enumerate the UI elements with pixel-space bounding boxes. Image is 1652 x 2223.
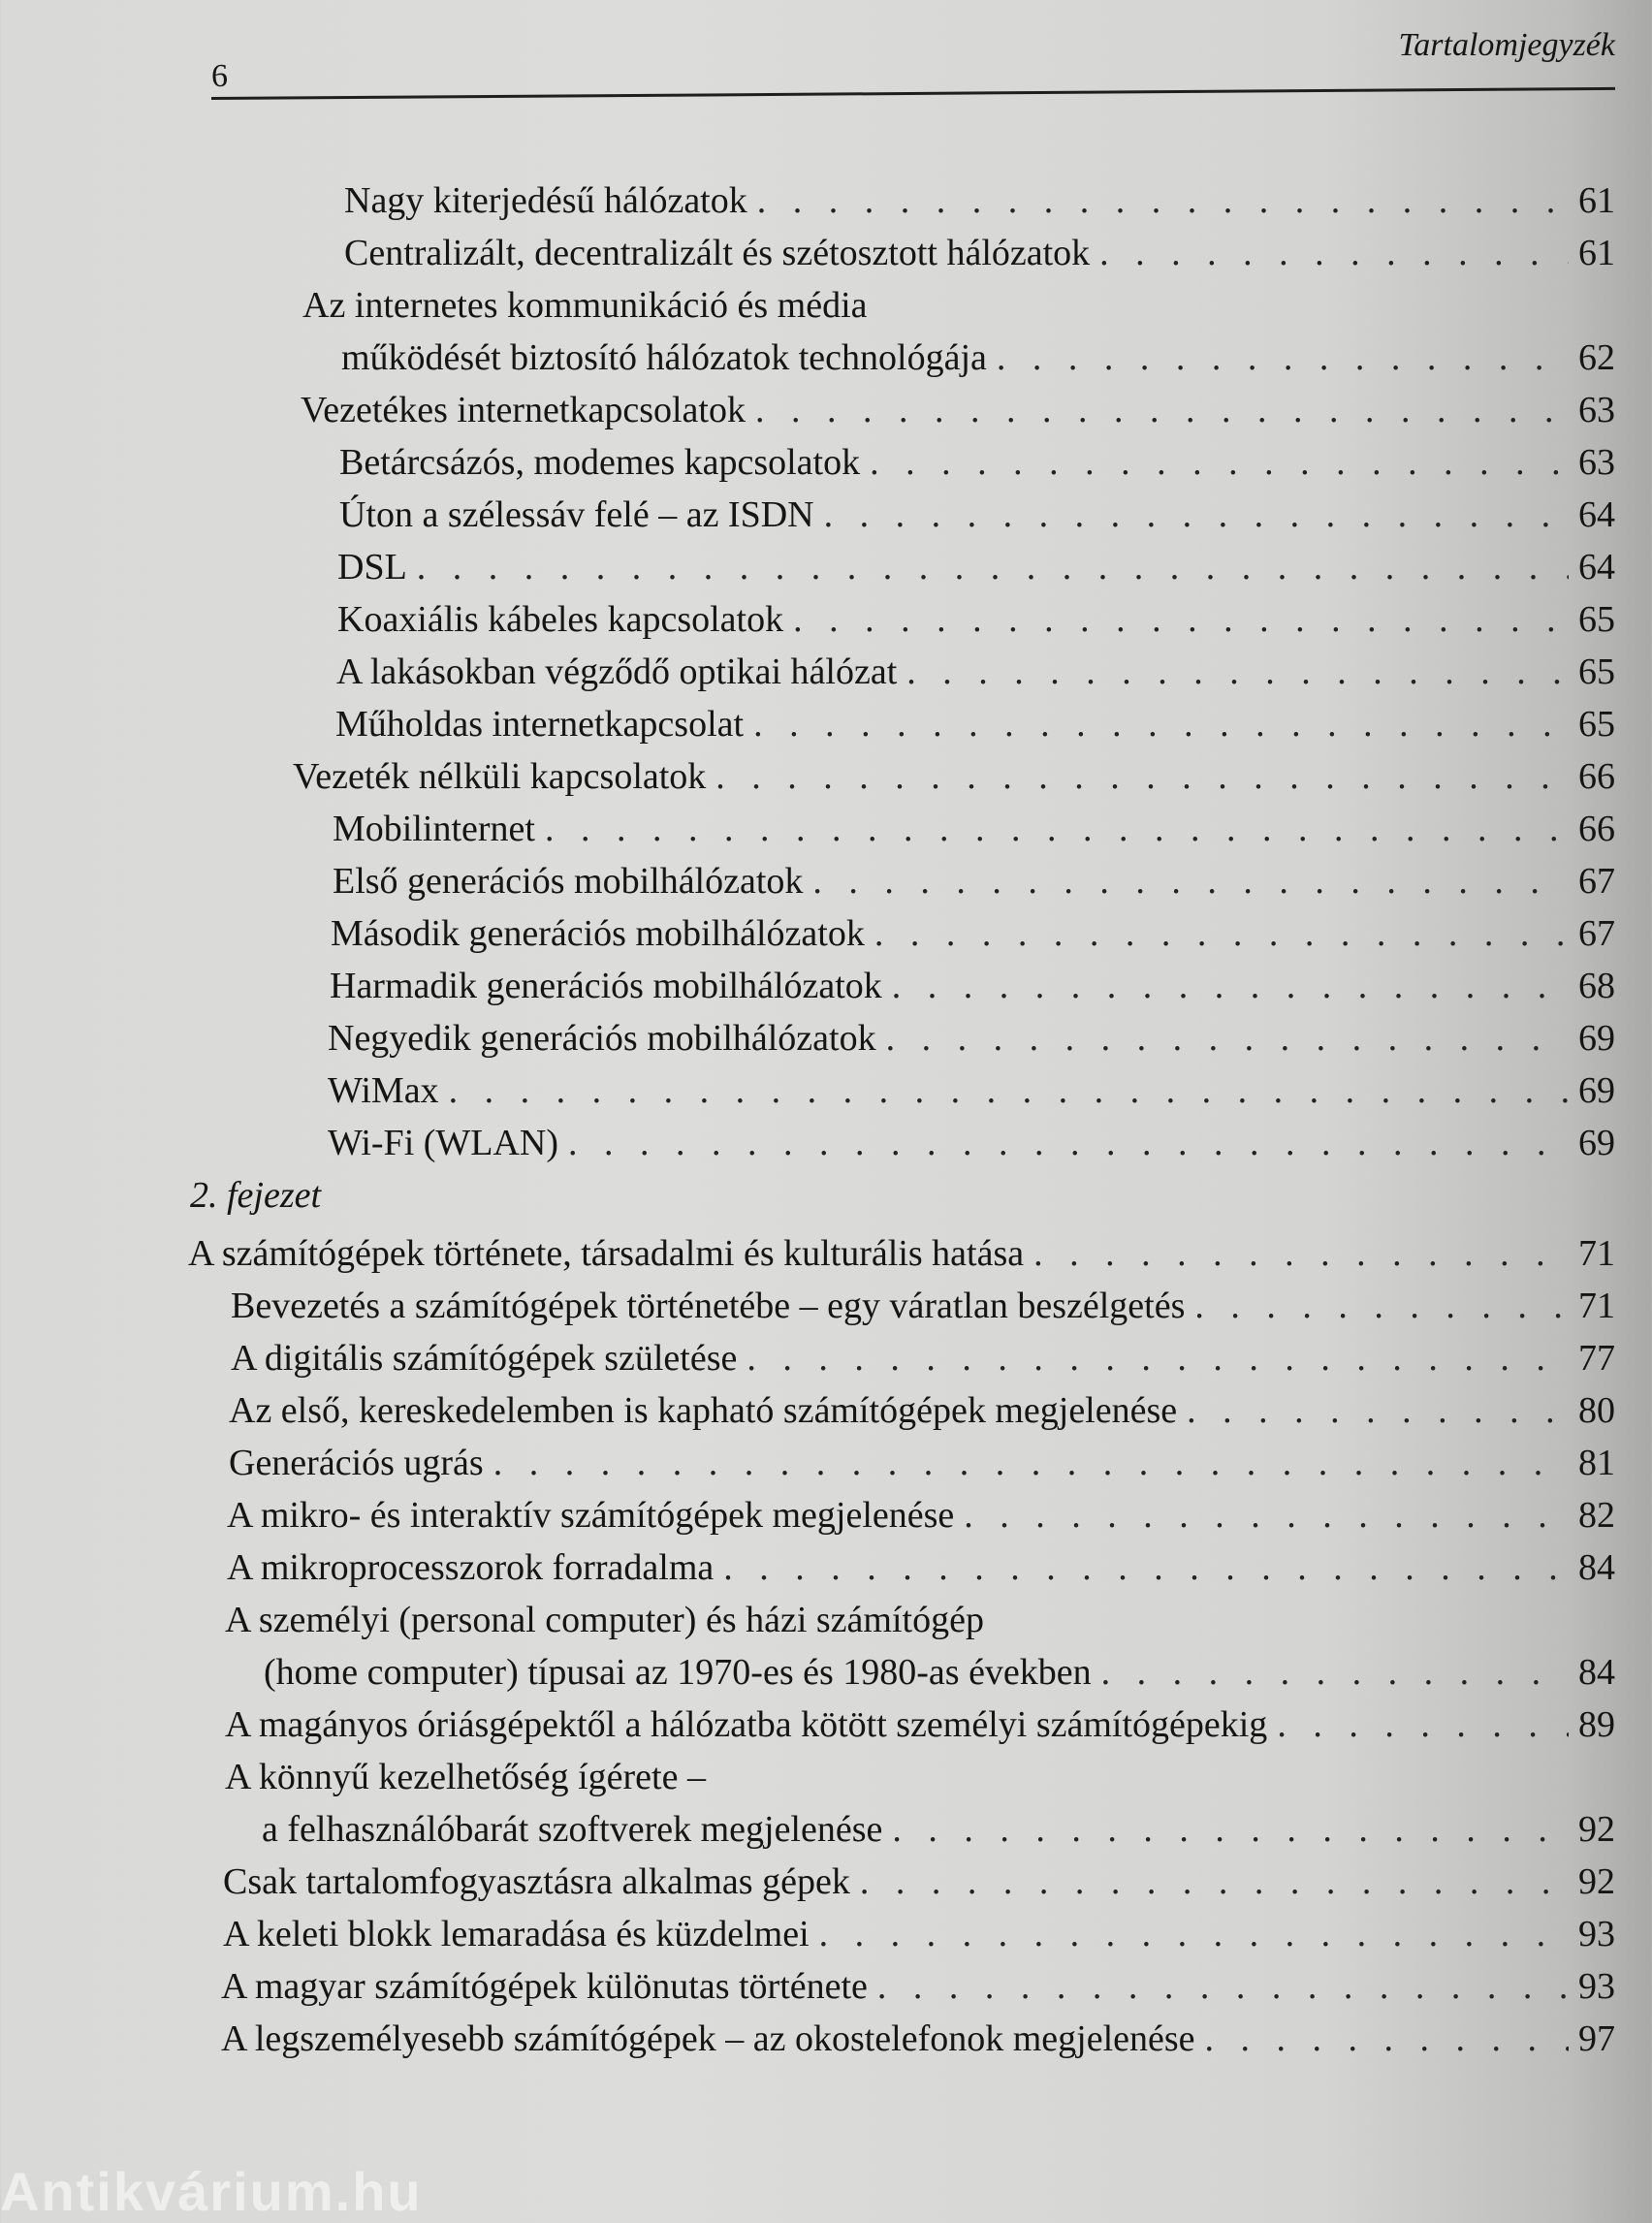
toc-entry[interactable] [229, 1384, 1615, 1437]
toc-entry-title: Harmadik generációs mobilhálózatok [330, 966, 882, 1006]
toc-entry-page: 66 [1578, 809, 1615, 849]
toc-entry-title: Nagy kiterjedésű hálózatok [344, 180, 747, 221]
toc-entry-page: 63 [1578, 442, 1615, 483]
toc-entry[interactable] [335, 698, 1615, 750]
toc-entry[interactable] [301, 384, 1615, 436]
toc-entry[interactable] [227, 1541, 1615, 1594]
toc-entry-page: 71 [1578, 1286, 1615, 1326]
toc-entry-page: 93 [1578, 1914, 1615, 1954]
dot-leader [877, 1960, 1569, 2013]
running-head: Tartalomjegyzék [1398, 27, 1615, 63]
toc-entry-title: A keleti blokk lemaradása és küzdelmei [223, 1914, 810, 1954]
dot-leader [753, 698, 1569, 750]
toc-entry-title: DSL [337, 547, 407, 588]
toc-entry[interactable] [231, 1280, 1615, 1332]
dot-leader [545, 803, 1569, 855]
page-number: 6 [211, 58, 228, 94]
toc-entry-title: Csak tartalomfogyasztásra alkalmas gépek [223, 1861, 850, 1902]
dot-leader [892, 960, 1569, 1012]
dot-leader [906, 646, 1569, 698]
toc-entry[interactable] [339, 436, 1615, 489]
toc-entry-page: 65 [1578, 704, 1615, 745]
toc-entry-title: Vezeték nélküli kapcsolatok [293, 756, 707, 797]
toc-entry-title-line1: Az internetes kommunikáció és média [302, 285, 868, 326]
dot-leader [997, 332, 1569, 384]
dot-leader [568, 1117, 1569, 1169]
toc-entry-title: A lakásokban végződő optikai hálózat [336, 651, 898, 692]
toc-entry-page: 92 [1578, 1861, 1615, 1902]
toc-entry-title: Centralizált, decentralizált és szétosztott hálózatok [344, 233, 1091, 273]
toc-entry-title: Wi-Fi (WLAN) [328, 1123, 559, 1163]
toc-entry-page: 80 [1578, 1390, 1615, 1431]
toc-entry[interactable] [328, 1117, 1615, 1169]
toc-entry[interactable] [223, 1856, 1615, 1908]
toc-entry-title: a felhasználóbarát szoftverek megjelenése [262, 1809, 883, 1850]
toc-entry-title-line1: A könnyű kezelhetőség ígérete – [225, 1757, 706, 1797]
toc-entry-page: 61 [1578, 180, 1615, 221]
toc-entry-page: 65 [1578, 599, 1615, 640]
toc-entry-page: 67 [1578, 861, 1615, 902]
dot-leader [417, 541, 1569, 593]
toc-entry-title: Generációs ugrás [229, 1443, 484, 1483]
toc-entry-title: Úton a szélessáv felé – az ISDN [339, 494, 814, 535]
toc-entry[interactable] [221, 1960, 1615, 2013]
dot-leader [819, 1908, 1569, 1960]
toc-entry-page: 84 [1578, 1652, 1615, 1693]
toc-entry-title: A digitális számítógépek születése [231, 1338, 738, 1379]
toc-entry-title: Mobilinternet [333, 809, 535, 849]
toc-entry-page: 84 [1578, 1547, 1615, 1588]
dot-leader [1194, 1280, 1569, 1332]
dot-leader [1101, 1646, 1569, 1699]
dot-leader [723, 1541, 1569, 1594]
toc-entry-title: A számítógépek története, társadalmi és kulturális hatása [188, 1233, 1025, 1274]
dot-leader [1187, 1384, 1569, 1437]
toc-entry-page: 69 [1578, 1123, 1615, 1163]
dot-leader [892, 1803, 1569, 1856]
dot-leader [964, 1489, 1569, 1541]
toc-entry[interactable] [231, 1332, 1615, 1384]
dot-leader [886, 1012, 1569, 1064]
toc-entry-title: (home computer) típusai az 1970-es és 1980-as években [264, 1652, 1092, 1693]
toc-entry[interactable] [221, 2013, 1615, 2065]
toc-entry-title: A magányos óriásgépektől a hálózatba kötött személyi számítógépekig [225, 1704, 1268, 1745]
toc-entry-page: 71 [1578, 1233, 1615, 1274]
toc-entry-title: A magyar számítógépek különutas története [221, 1966, 868, 2007]
dot-leader [860, 1856, 1569, 1908]
dot-leader [1033, 1227, 1569, 1280]
toc-entry[interactable] [336, 646, 1615, 698]
toc-entry[interactable] [328, 1064, 1615, 1117]
toc-entry[interactable] [225, 1699, 1615, 1751]
toc-entry[interactable] [227, 1489, 1615, 1541]
dot-leader [747, 1332, 1569, 1384]
toc-entry[interactable] [344, 227, 1615, 279]
toc-entry[interactable] [330, 960, 1615, 1012]
toc-entry-title: Vezetékes internetkapcsolatok [301, 390, 746, 430]
toc-entry-page: 64 [1578, 547, 1615, 588]
toc-entry-page: 67 [1578, 913, 1615, 954]
toc-entry-title: Negyedik generációs mobilhálózatok [328, 1018, 876, 1059]
dot-leader [493, 1437, 1569, 1489]
toc-entry[interactable] [341, 332, 1615, 384]
dot-leader [812, 855, 1569, 907]
dot-leader [1099, 227, 1569, 279]
toc-entry-title: WiMax [328, 1070, 439, 1111]
toc-entry-page: 77 [1578, 1338, 1615, 1379]
dot-leader [755, 384, 1569, 436]
toc-entry[interactable] [331, 907, 1615, 960]
toc-entry-title: A mikro- és interaktív számítógépek megjelenése [227, 1495, 955, 1536]
toc-entry[interactable] [188, 1227, 1615, 1280]
toc-entry[interactable] [264, 1646, 1615, 1699]
toc-entry-title: Az első, kereskedelemben is kapható számítógépek megjelenése [229, 1390, 1178, 1431]
dot-leader [870, 436, 1569, 489]
toc-entry-title: Második generációs mobilhálózatok [331, 913, 865, 954]
toc-entry-page: 89 [1578, 1704, 1615, 1745]
toc-entry-page: 66 [1578, 756, 1615, 797]
toc-entry[interactable] [344, 175, 1615, 227]
dot-leader [449, 1064, 1569, 1117]
toc-entry-page: 65 [1578, 651, 1615, 692]
toc-entry[interactable] [223, 1908, 1615, 1960]
toc-entry[interactable] [262, 1803, 1615, 1856]
toc-entry-title: Első generációs mobilhálózatok [333, 861, 804, 902]
dot-leader [793, 593, 1569, 646]
toc-entry-page: 93 [1578, 1966, 1615, 2007]
toc-entry[interactable] [337, 541, 1615, 593]
dot-leader [715, 750, 1569, 803]
toc-entry-page: 63 [1578, 390, 1615, 430]
dot-leader [824, 489, 1569, 541]
chapter-label: 2. fejezet [190, 1175, 322, 1216]
dot-leader [1205, 2013, 1569, 2065]
toc-entry[interactable] [333, 855, 1615, 907]
toc-entry-title-line1: A személyi (personal computer) és házi számítógép [225, 1600, 984, 1640]
toc-entry[interactable] [328, 1012, 1615, 1064]
toc-entry-title: Bevezetés a számítógépek történetébe – egy váratlan beszélgetés [231, 1286, 1186, 1326]
dot-leader [1277, 1699, 1569, 1751]
dot-leader [874, 907, 1569, 960]
toc-entry-page: 97 [1578, 2018, 1615, 2059]
dot-leader [757, 175, 1569, 227]
toc-entry-title: A legszemélyesebb számítógépek – az okostelefonok megjelenése [221, 2018, 1195, 2059]
toc-entry-title: Műholdas internetkapcsolat [335, 704, 745, 745]
toc-entry-page: 69 [1578, 1018, 1615, 1059]
toc-entry-page: 82 [1578, 1495, 1615, 1536]
toc-entry-page: 69 [1578, 1070, 1615, 1111]
toc-entry-page: 62 [1578, 337, 1615, 378]
toc-entry[interactable] [339, 489, 1615, 541]
toc-entry-page: 81 [1578, 1443, 1615, 1483]
toc-entry-page: 64 [1578, 494, 1615, 535]
toc-entry[interactable] [293, 750, 1615, 803]
toc-entry-title: Koaxiális kábeles kapcsolatok [337, 599, 784, 640]
toc-entry-title: Betárcsázós, modemes kapcsolatok [339, 442, 861, 483]
toc-entry[interactable] [337, 593, 1615, 646]
watermark: Antikvárium.hu [0, 2161, 423, 2222]
toc-entry[interactable] [333, 803, 1615, 855]
toc-entry-page: 92 [1578, 1809, 1615, 1850]
toc-entry[interactable] [229, 1437, 1615, 1489]
toc-entry-title: A mikroprocesszorok forradalma [227, 1547, 715, 1588]
toc-entry-page: 61 [1578, 233, 1615, 273]
toc-entry-title: működését biztosító hálózatok technológája [341, 337, 987, 378]
toc-entry-page: 68 [1578, 966, 1615, 1006]
